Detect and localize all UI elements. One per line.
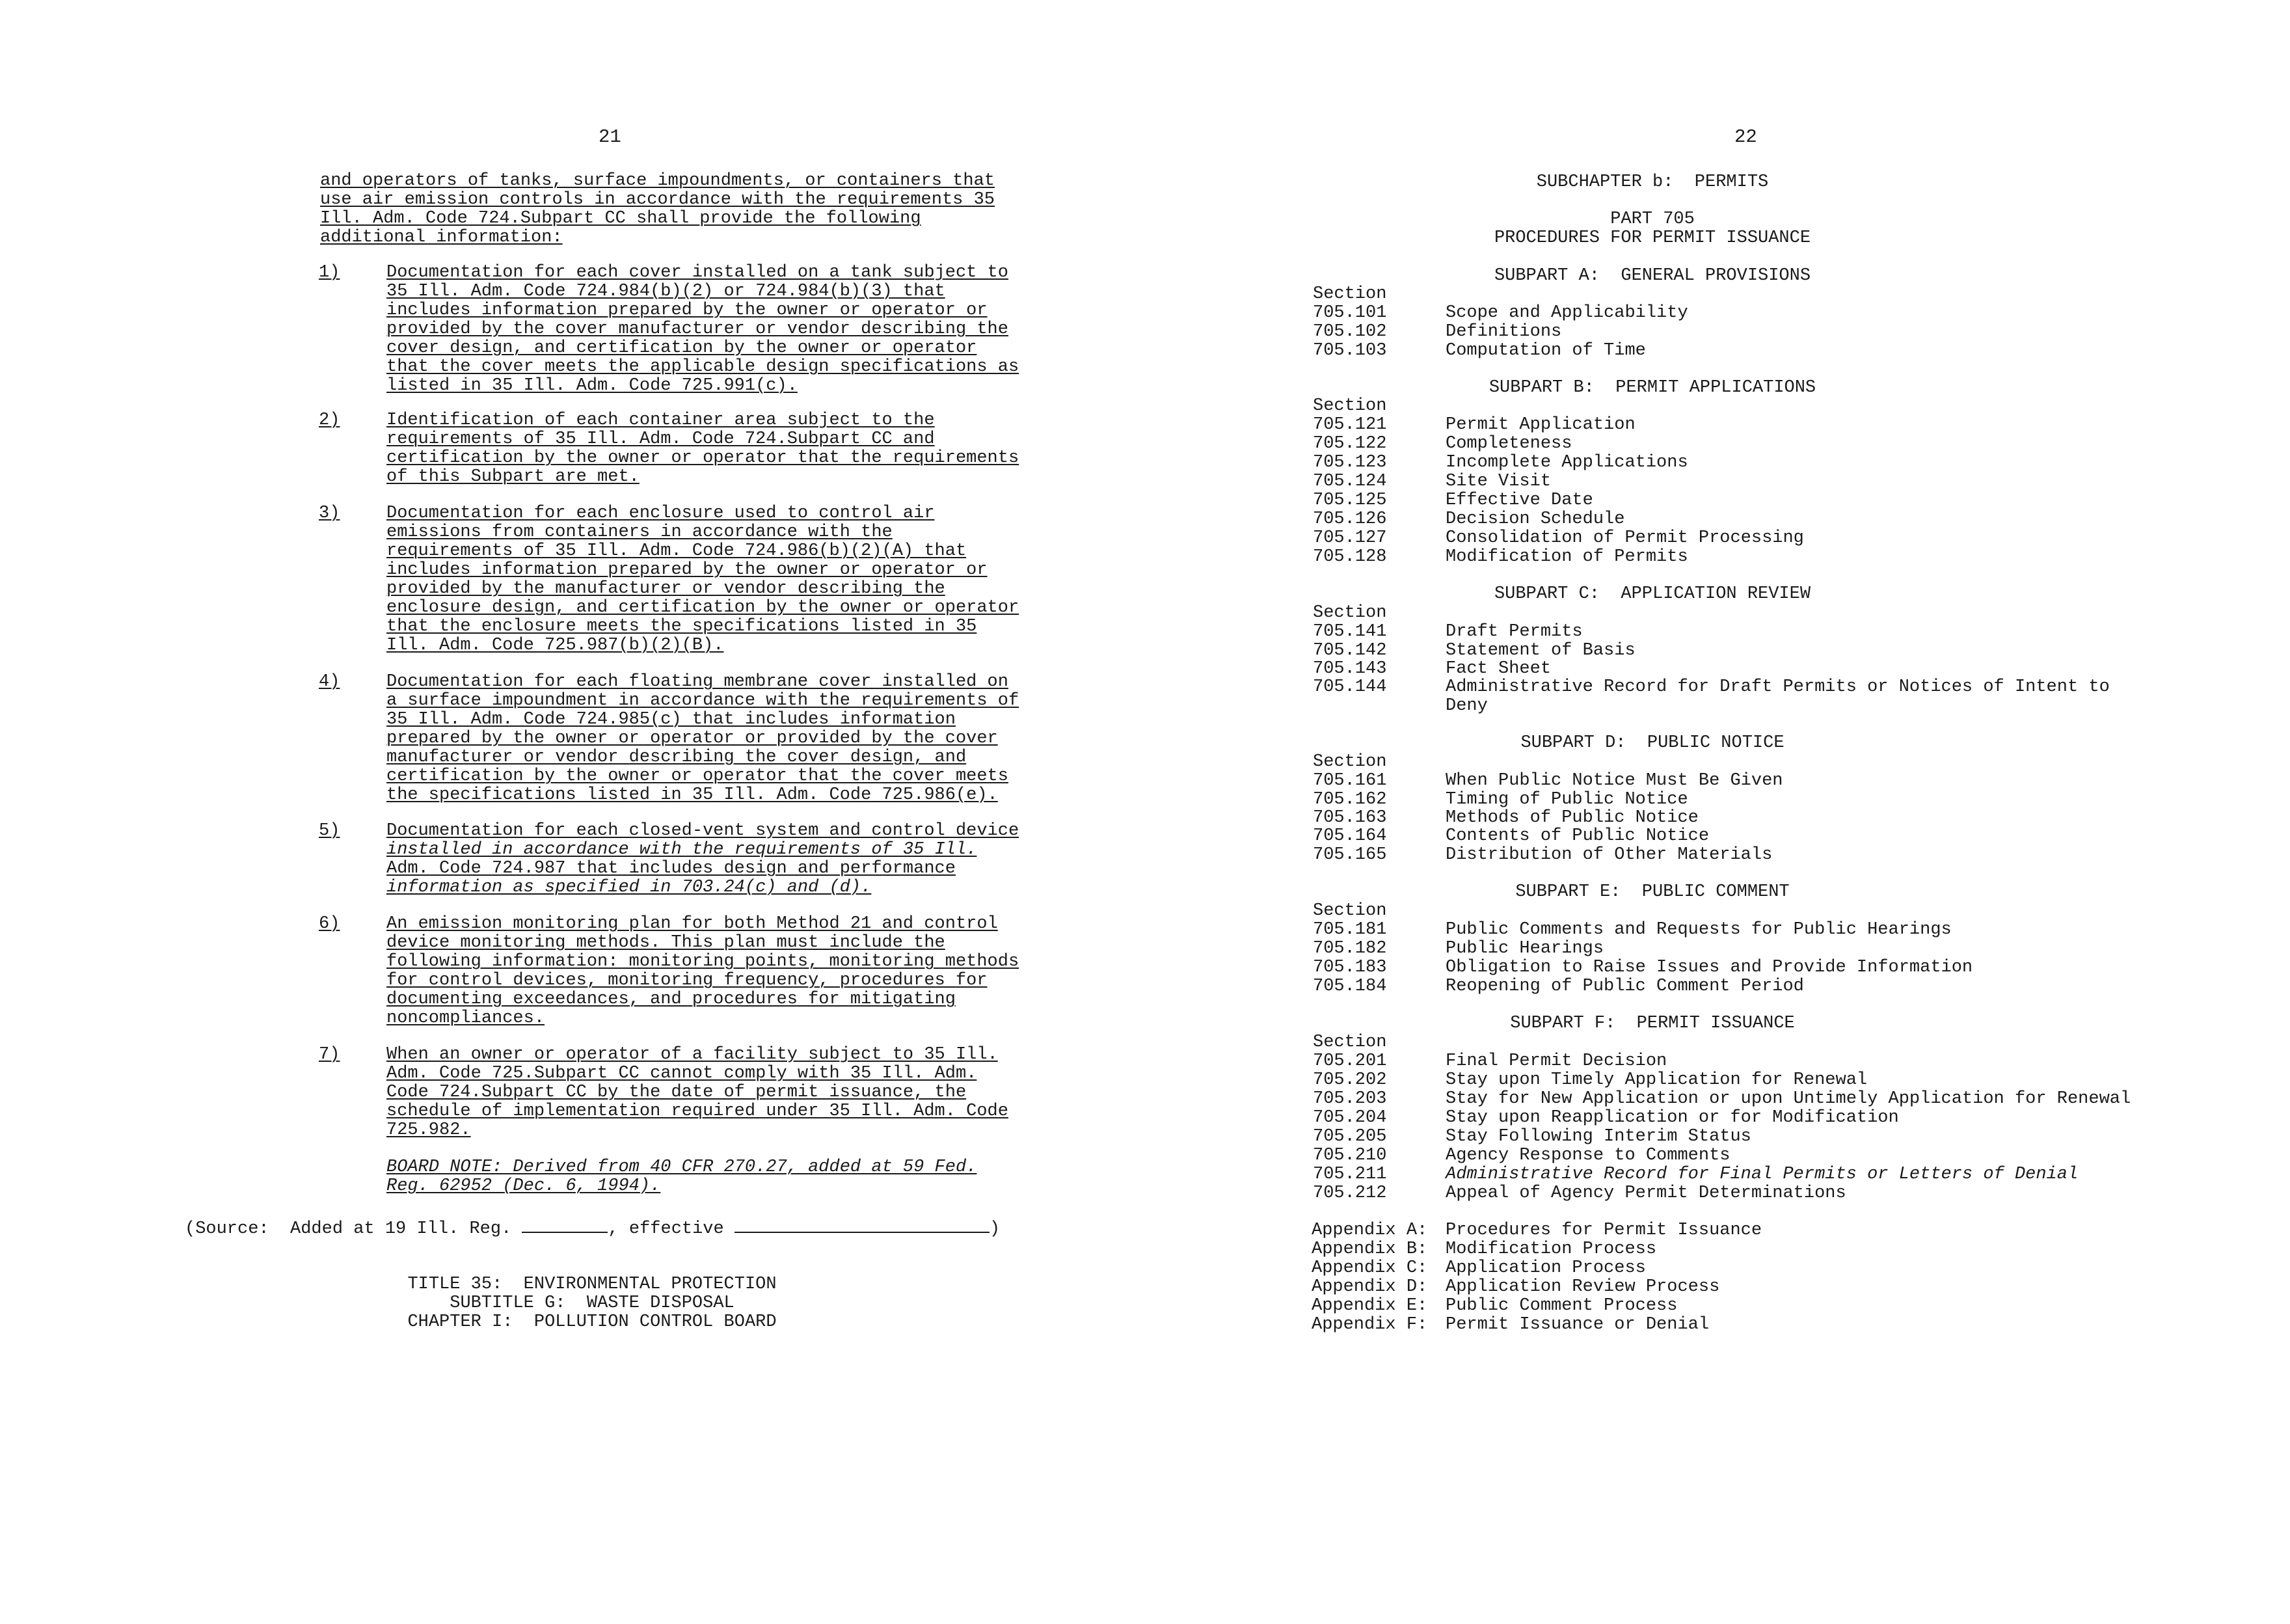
item-line: includes information prepared by the owner or operator or: [386, 560, 988, 580]
item-line: information as specified in 703.24(c) and (d).: [386, 878, 872, 897]
section-title: Stay upon Timely Application for Renewal: [1446, 1070, 1868, 1090]
item-line: installed in accordance with the requirements of 35 Ill.: [386, 840, 977, 859]
title-line: TITLE 35: ENVIRONMENTAL PROTECTION: [407, 1275, 777, 1294]
section-column-label: Section: [1313, 752, 1387, 772]
appendix-title: Application Process: [1446, 1258, 1646, 1278]
section-number: 705.141: [1313, 622, 1387, 642]
section-title: Site Visit: [1446, 472, 1552, 491]
section-number: 705.163: [1313, 808, 1387, 828]
section-number: 705.202: [1313, 1070, 1387, 1090]
section-number: 705.124: [1313, 472, 1387, 491]
section-number: 705.162: [1313, 790, 1387, 809]
item-line: Documentation for each cover installed on a tank subject to: [386, 263, 1008, 282]
item-line: that the enclosure meets the specifications listed in 35: [386, 617, 977, 636]
section-number: 705.128: [1313, 547, 1387, 567]
section-title: Effective Date: [1446, 491, 1593, 510]
right-page: [1145, 0, 2290, 1624]
appendix-row: [1312, 1221, 1762, 1240]
section-number: 705.184: [1313, 977, 1387, 996]
appendix-label: Appendix B:: [1312, 1239, 1428, 1259]
board-note: [386, 1158, 1057, 1196]
appendix-title: Permit Issuance or Denial: [1446, 1315, 1710, 1334]
item-line: Documentation for each enclosure used to control air: [386, 504, 935, 523]
section-column-label: Section: [1313, 1033, 1387, 1052]
item-line: prepared by the owner or operator or provided by the cover: [386, 729, 998, 748]
item-number: 5): [319, 821, 340, 841]
section-title: Statement of Basis: [1446, 641, 1636, 660]
appendix-title: Application Review Process: [1446, 1277, 1720, 1297]
item-line: manufacturer or vendor describing the cover design, and: [386, 748, 967, 767]
section-title: Permit Application: [1446, 415, 1636, 435]
appendix-row: [1312, 1315, 1710, 1334]
intro-line: use air emission controls in accordance with the requirements 35: [320, 190, 995, 210]
subpart-heading: SUBPART F: PERMIT ISSUANCE: [1510, 1014, 1795, 1033]
item-body: [386, 822, 1057, 897]
item-line: 725.982.: [386, 1120, 471, 1140]
section-number: 705.102: [1313, 322, 1387, 342]
section-title: Computation of Time: [1446, 341, 1646, 360]
subpart-heading: SUBPART D: PUBLIC NOTICE: [1520, 733, 1785, 753]
appendix-label: Appendix D:: [1312, 1277, 1428, 1297]
item-line: device monitoring methods. This plan must include the: [386, 933, 945, 953]
subpart-heading: SUBPART C: APPLICATION REVIEW: [1494, 584, 1811, 604]
item-line: Identification of each container area subject to the: [386, 411, 935, 430]
section-column-label: Section: [1313, 284, 1387, 304]
item-line: requirements of 35 Ill. Adm. Code 724.986(b)(2)(A) that: [386, 541, 967, 561]
part-title: PROCEDURES FOR PERMIT ISSUANCE: [1494, 228, 1811, 248]
section-title: Decision Schedule: [1446, 509, 1625, 529]
section-title: Definitions: [1446, 322, 1562, 342]
section-title: Reopening of Public Comment Period: [1446, 977, 1804, 996]
section-title: Modification of Permits: [1446, 547, 1688, 567]
section-title: Draft Permits: [1446, 622, 1583, 642]
item-line: certification by the owner or operator that the requirements: [386, 448, 1019, 468]
section-title: Consolidation of Permit Processing: [1446, 528, 1804, 548]
board-note-line: Reg. 62952 (Dec. 6, 1994).: [386, 1176, 661, 1196]
item-line: cover design, and certification by the owner or operator: [386, 338, 977, 358]
item-line: listed in 35 Ill. Adm. Code 725.991(c).: [386, 376, 798, 396]
item-line: the specifications listed in 35 Ill. Adm. Code 725.986(e).: [386, 785, 998, 805]
section-title: Completeness: [1446, 434, 1572, 453]
section-title: Administrative Record for Final Permits or Letters of Denial: [1446, 1165, 2079, 1184]
page-number: 21: [599, 126, 621, 148]
section-number: 705.121: [1313, 415, 1387, 435]
item-line: following information: monitoring points, monitoring methods: [386, 952, 1019, 971]
section-number: 705.181: [1313, 920, 1387, 940]
appendix-label: Appendix F:: [1312, 1315, 1428, 1334]
section-number: 705.126: [1313, 509, 1387, 529]
item-line: Adm. Code 725.Subpart CC cannot comply with 35 Ill. Adm.: [386, 1064, 977, 1083]
item-line: noncompliances.: [386, 1008, 545, 1028]
item-number: 1): [319, 263, 340, 282]
item-line: for control devices, monitoring frequency, procedures for: [386, 971, 988, 990]
appendix-row: [1312, 1258, 1646, 1278]
section-title: Scope and Applicability: [1446, 303, 1688, 323]
section-title: Contents of Public Notice: [1446, 826, 1710, 846]
section-column-label: Section: [1313, 901, 1387, 921]
item-line: 35 Ill. Adm. Code 724.984(b)(2) or 724.984(b)(3) that: [386, 282, 945, 301]
appendix-label: Appendix A:: [1312, 1221, 1428, 1240]
item-body: [386, 411, 1057, 487]
section-title: Methods of Public Notice: [1446, 808, 1699, 828]
subchapter-heading: SUBCHAPTER b: PERMITS: [1536, 172, 1769, 192]
section-title: Final Permit Decision: [1446, 1051, 1667, 1071]
section-number: 705.182: [1313, 939, 1387, 958]
source-note: [185, 1219, 1000, 1239]
subtitle-line: SUBTITLE G: WASTE DISPOSAL: [450, 1293, 734, 1313]
section-number: 705.142: [1313, 641, 1387, 660]
section-title: Stay for New Application or upon Untimely Application for Renewal: [1446, 1089, 2131, 1109]
item-body: [386, 915, 1057, 1028]
appendix-row: [1312, 1239, 1657, 1259]
appendix-title: Public Comment Process: [1446, 1296, 1678, 1316]
item-line: a surface impoundment in accordance with the requirements of: [386, 691, 1019, 710]
source-effective-blank: [734, 1219, 990, 1233]
page-number: 22: [1734, 126, 1757, 148]
item-line: provided by the manufacturer or vendor describing the: [386, 579, 945, 599]
section-number: 705.122: [1313, 434, 1387, 453]
section-number: 705.125: [1313, 491, 1387, 510]
intro-line: Ill. Adm. Code 724.Subpart CC shall provide the following: [320, 209, 921, 228]
section-title: Timing of Public Notice: [1446, 790, 1688, 809]
section-column-label: Section: [1313, 603, 1387, 623]
appendix-row: [1312, 1277, 1720, 1297]
source-date-blank: [522, 1219, 608, 1233]
item-line: Documentation for each closed-vent system and control device: [386, 821, 1019, 841]
appendix-label: Appendix E:: [1312, 1296, 1428, 1316]
appendix-title: Procedures for Permit Issuance: [1446, 1221, 1762, 1240]
section-number: 705.144: [1313, 677, 1387, 697]
section-title: Public Comments and Requests for Public Hearings: [1446, 920, 1952, 940]
item-line: enclosure design, and certification by the owner or operator: [386, 598, 1019, 617]
source-prefix: (Source: Added at 19 Ill. Reg.: [185, 1219, 522, 1239]
section-title: Agency Response to Comments: [1446, 1146, 1731, 1165]
item-line: that the cover meets the applicable design specifications as: [386, 357, 1019, 377]
appendix-label: Appendix C:: [1312, 1258, 1428, 1278]
section-number: 705.204: [1313, 1108, 1387, 1128]
section-number: 705.101: [1313, 303, 1387, 323]
section-number: 705.201: [1313, 1051, 1387, 1071]
section-number: 705.123: [1313, 453, 1387, 472]
item-number: 6): [319, 914, 340, 934]
part-heading: PART 705: [1610, 210, 1695, 229]
section-title: Incomplete Applications: [1446, 453, 1688, 472]
section-number: 705.212: [1313, 1184, 1387, 1203]
section-title: Stay Following Interim Status: [1446, 1127, 1751, 1146]
section-title: Fact Sheet: [1446, 659, 1552, 679]
item-number: 3): [319, 504, 340, 523]
item-line: When an owner or operator of a facility subject to 35 Ill.: [386, 1045, 998, 1064]
subpart-heading: SUBPART B: PERMIT APPLICATIONS: [1488, 378, 1816, 398]
item-line: of this Subpart are met.: [386, 467, 640, 487]
section-title: Appeal of Agency Permit Determinations: [1446, 1184, 1846, 1203]
section-title: Administrative Record for Draft Permits or Notices of Intent to Deny: [1446, 677, 2110, 716]
board-note-line: BOARD NOTE: Derived from 40 CFR 270.27, added at 59 Fed.: [386, 1157, 977, 1177]
source-suffix: ): [989, 1219, 1001, 1239]
item-line: Documentation for each floating membrane cover installed on: [386, 672, 1008, 692]
item-line: includes information prepared by the owner or operator or: [386, 301, 988, 320]
section-number: 705.210: [1313, 1146, 1387, 1165]
item-line: certification by the owner or operator that the cover meets: [386, 766, 1008, 786]
item-line: Code 724.Subpart CC by the date of permit issuance, the: [386, 1083, 967, 1102]
item-number: 4): [319, 672, 340, 692]
section-number: 705.211: [1313, 1165, 1387, 1184]
section-title: Stay upon Reapplication or for Modification: [1446, 1108, 1899, 1128]
subpart-heading: SUBPART E: PUBLIC COMMENT: [1515, 882, 1790, 902]
chapter-line: CHAPTER I: POLLUTION CONTROL BOARD: [407, 1312, 777, 1332]
appendix-title: Modification Process: [1446, 1239, 1657, 1259]
item-number: 2): [319, 411, 340, 430]
item-body: [386, 1046, 1057, 1140]
item-line: documenting exceedances, and procedures for mitigating: [386, 990, 956, 1009]
section-number: 705.165: [1313, 845, 1387, 865]
section-title: When Public Notice Must Be Given: [1446, 771, 1783, 791]
section-number: 705.183: [1313, 958, 1387, 977]
item-line: provided by the cover manufacturer or vendor describing the: [386, 319, 1008, 339]
item-line: requirements of 35 Ill. Adm. Code 724.Subpart CC and: [386, 429, 935, 449]
item-line: An emission monitoring plan for both Method 21 and control: [386, 914, 998, 934]
item-line: 35 Ill. Adm. Code 724.985(c) that includes information: [386, 710, 956, 729]
section-number: 705.203: [1313, 1089, 1387, 1109]
section-number: 705.127: [1313, 528, 1387, 548]
section-number: 705.205: [1313, 1127, 1387, 1146]
source-effective-label: , effective: [608, 1219, 734, 1239]
section-title: Distribution of Other Materials: [1446, 845, 1773, 865]
title-block: [364, 1275, 820, 1332]
section-number: 705.164: [1313, 826, 1387, 846]
item-line: schedule of implementation required under 35 Ill. Adm. Code: [386, 1102, 1008, 1121]
intro-line: additional information:: [320, 228, 563, 247]
item-body: [386, 264, 1057, 396]
section-column-label: Section: [1313, 396, 1387, 416]
item-body: [386, 504, 1057, 655]
section-title: Public Hearings: [1446, 939, 1604, 958]
section-number: 705.161: [1313, 771, 1387, 791]
item-line: emissions from containers in accordance with the: [386, 522, 893, 542]
item-body: [386, 673, 1057, 805]
item-number: 7): [319, 1045, 340, 1064]
intro-line: and operators of tanks, surface impoundments, or containers that: [320, 171, 995, 191]
item-line: Ill. Adm. Code 725.987(b)(2)(B).: [386, 636, 724, 655]
section-number: 705.143: [1313, 659, 1387, 679]
section-title: Obligation to Raise Issues and Provide Information: [1446, 958, 1973, 977]
subpart-heading: SUBPART A: GENERAL PROVISIONS: [1494, 266, 1811, 286]
appendix-row: [1312, 1296, 1678, 1316]
section-number: 705.103: [1313, 341, 1387, 360]
item-line: Adm. Code 724.987 that includes design and performance: [386, 859, 956, 878]
intro-paragraph: [320, 172, 1042, 247]
